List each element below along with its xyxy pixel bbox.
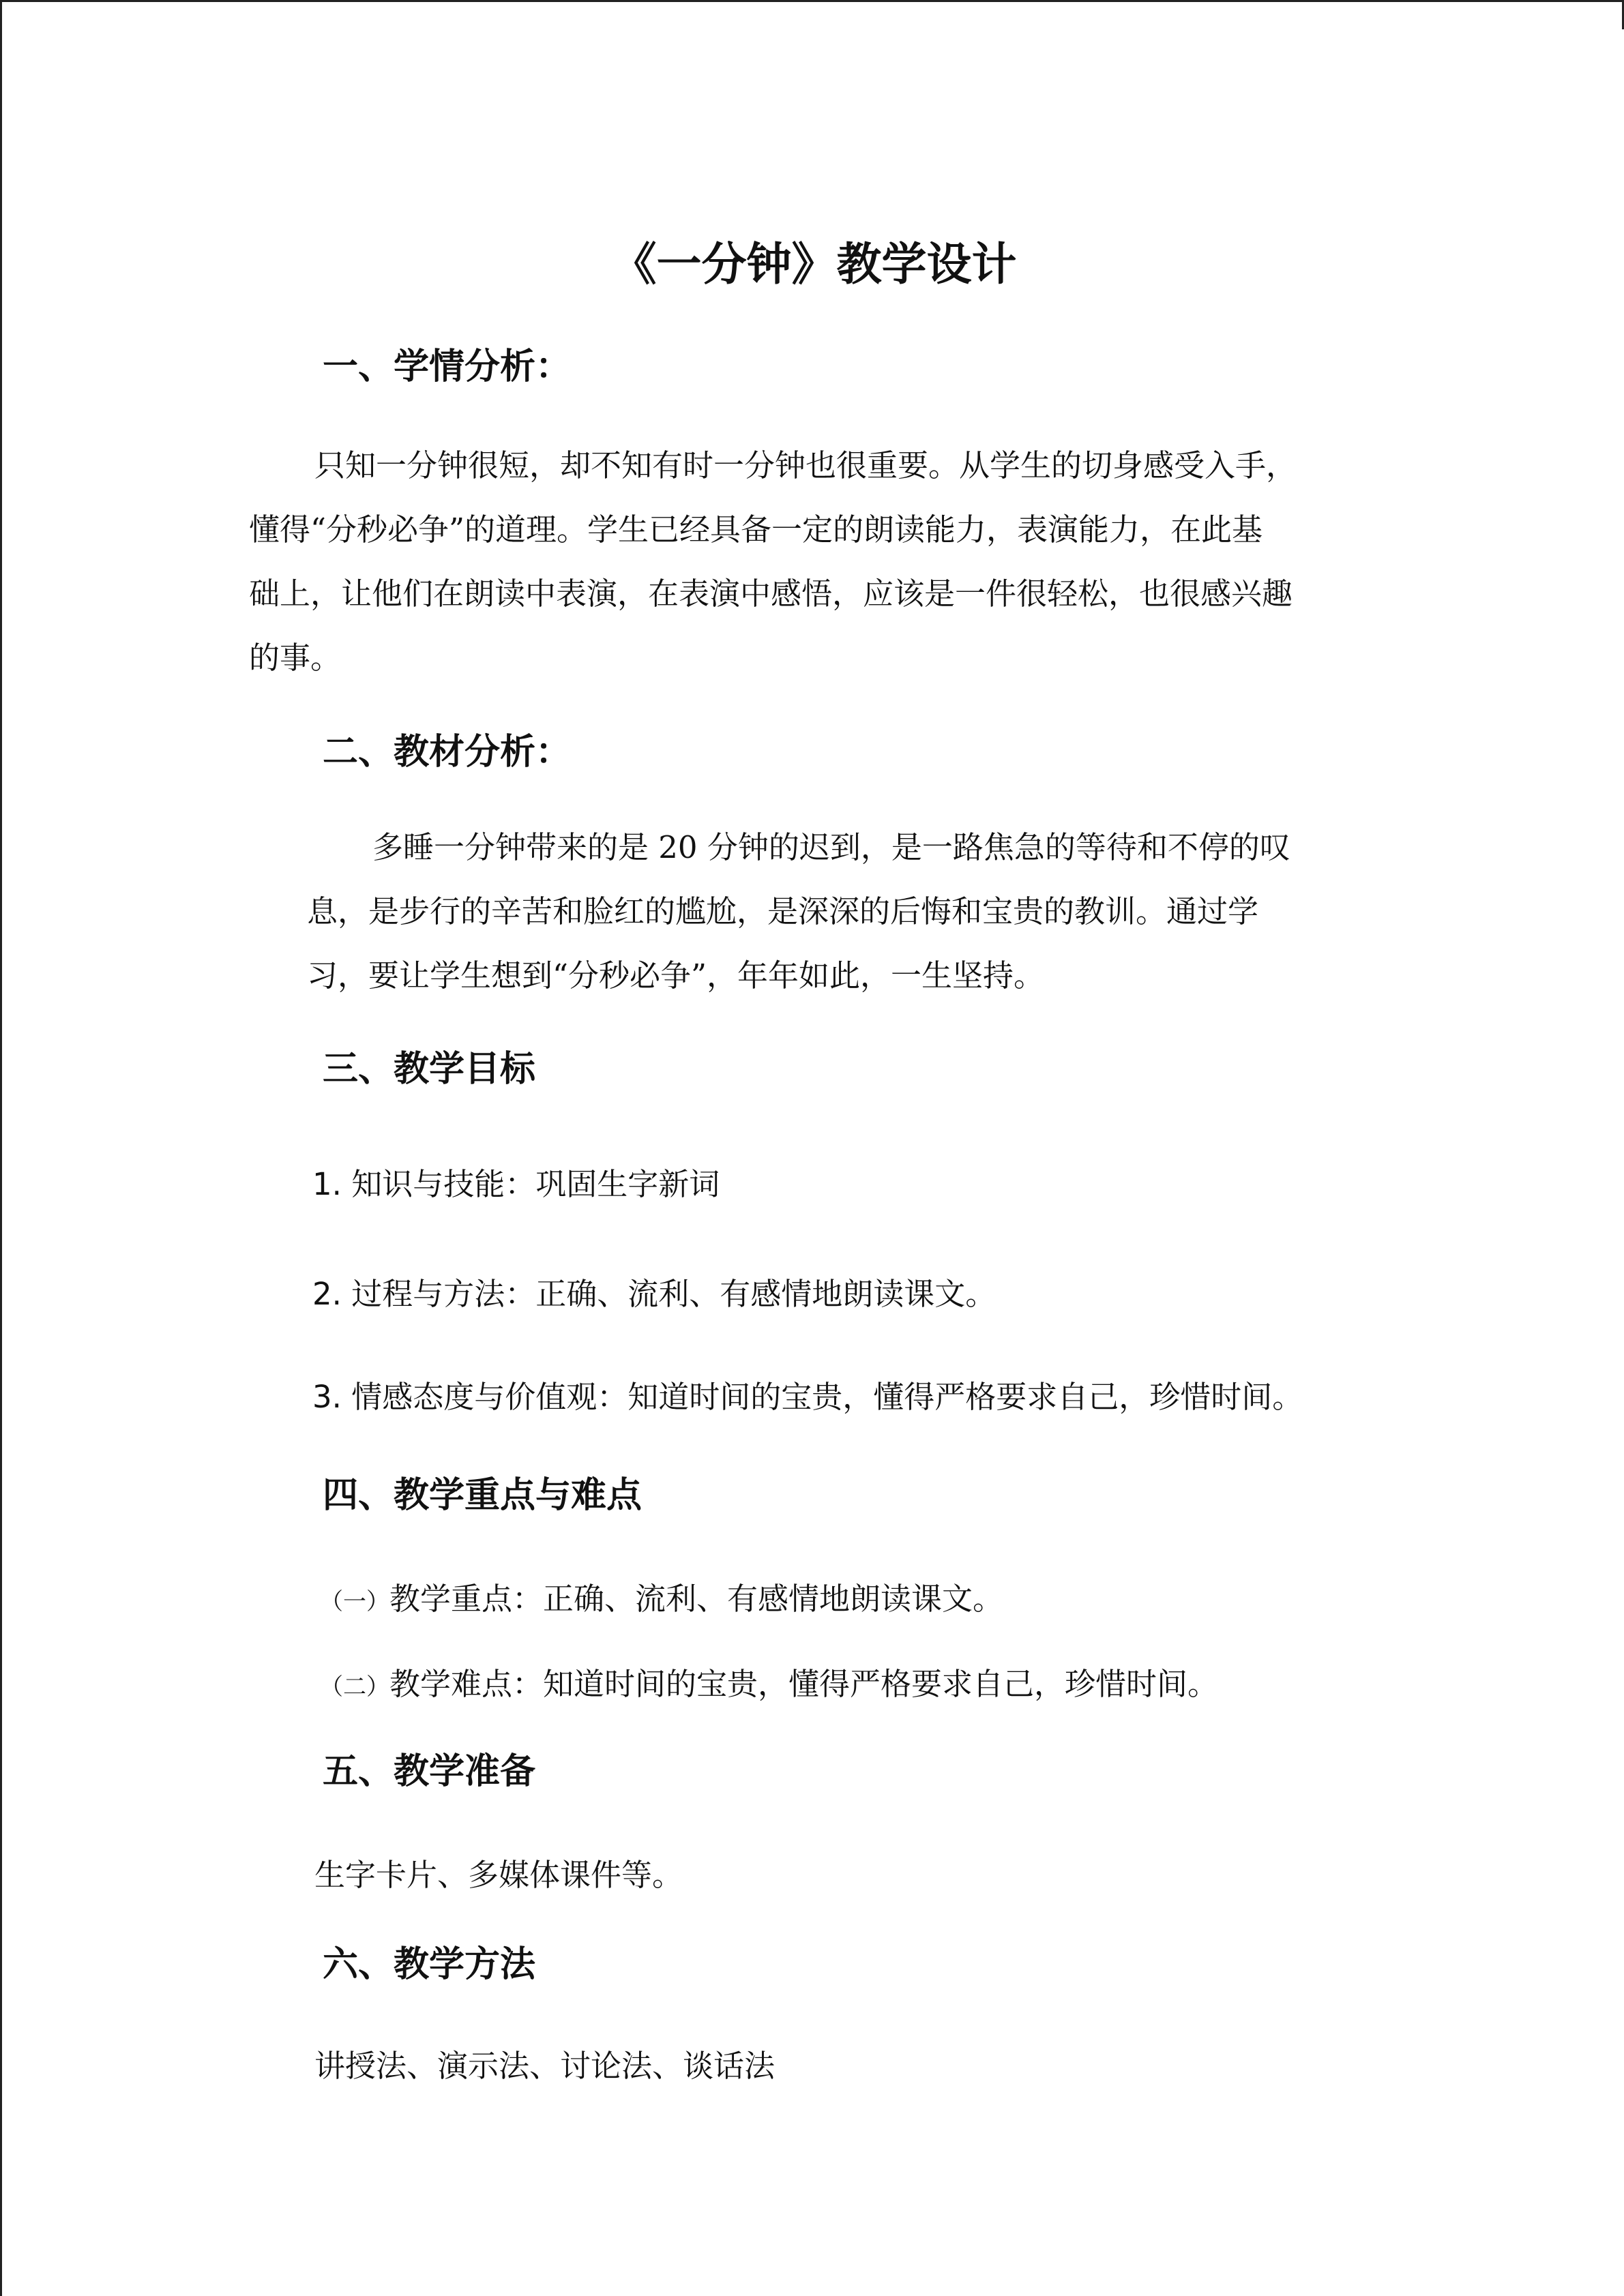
key-point-item <box>320 1574 1003 1618</box>
goal-item-3 <box>312 1372 1303 1416</box>
paragraph-line: 础上，让他们在朗读中表演，在表演中感悟，应该是一件很轻松，也很感兴趣 <box>249 576 1293 612</box>
list-marker-number: 二 <box>343 1673 366 1701</box>
list-marker-close: ） <box>366 1588 389 1615</box>
key-point-text: 教学重点：正确、流利、有感情地朗读课文。 <box>389 1581 1004 1617</box>
difficulty-text: 教学难点：知道时间的宝贵，懂得严格要求自己，珍惜时间。 <box>389 1666 1219 1702</box>
list-marker-open: （ <box>320 1588 343 1615</box>
paragraph-line: 只知一分钟很短，却不知有时一分钟也很重要。从学生的切身感受入手， <box>314 447 1297 483</box>
section-heading-material-analysis: 二、教材分析： <box>323 732 572 773</box>
section-heading-preparation: 五、教学准备 <box>323 1751 536 1792</box>
section-heading-key-points: 四、教学重点与难点 <box>323 1475 643 1516</box>
list-marker-close: ） <box>366 1673 389 1701</box>
paragraph-line: 的事。 <box>249 640 342 676</box>
goal-number: 3. <box>312 1379 342 1415</box>
list-marker-number: 一 <box>343 1588 366 1615</box>
goal-number: 1. <box>312 1166 342 1202</box>
goal-text: 过程与方法：正确、流利、有感情地朗读课文。 <box>351 1276 996 1312</box>
methods-text: 讲授法、演示法、讨论法、谈话法 <box>314 2048 776 2084</box>
paragraph-line: 多睡一分钟带来的是 20 分钟的迟到，是一路焦急的等待和不停的叹 <box>372 829 1290 865</box>
list-marker-open: （ <box>320 1673 343 1701</box>
goal-item-1 <box>312 1159 720 1204</box>
section-heading-methods: 六、教学方法 <box>323 1944 536 1985</box>
document-title: 《一分钟》教学设计 <box>611 238 1017 290</box>
paragraph-line: 懂得“分秒必争”的道理。学生已经具备一定的朗读能力，表演能力，在此基 <box>249 511 1263 548</box>
goal-text: 知识与技能：巩固生字新词 <box>351 1166 720 1202</box>
goal-text: 情感态度与价值观：知道时间的宝贵，懂得严格要求自己，珍惜时间。 <box>351 1379 1303 1415</box>
difficulty-item <box>320 1659 1218 1703</box>
paragraph-line: 息，是步行的辛苦和脸红的尴尬，是深深的后悔和宝贵的教训。通过学 <box>307 893 1259 929</box>
section-heading-teaching-goals: 三、教学目标 <box>323 1049 536 1090</box>
learner-analysis-paragraph <box>249 434 1297 690</box>
material-analysis-paragraph <box>307 816 1290 1008</box>
goal-number: 2. <box>312 1276 342 1312</box>
paragraph-line: 习，要让学生想到“分秒必争”，年年如此，一生坚持。 <box>307 957 1045 994</box>
section-heading-learner-analysis: 一、学情分析： <box>323 346 572 387</box>
preparation-text: 生字卡片、多媒体课件等。 <box>314 1857 683 1893</box>
goal-item-2 <box>312 1269 996 1313</box>
